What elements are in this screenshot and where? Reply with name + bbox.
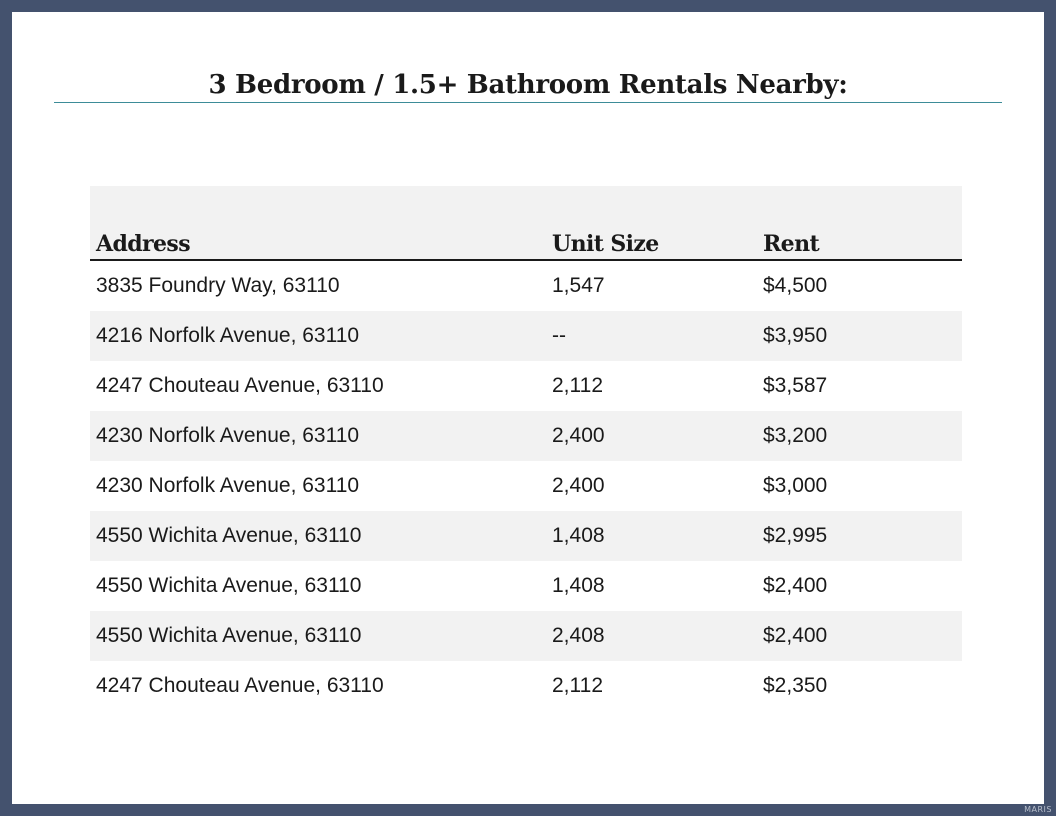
cell-address: 4230 Norfolk Avenue, 63110 [96, 424, 360, 447]
cell-rent: $2,400 [763, 574, 828, 597]
title-underline [54, 102, 1002, 103]
cell-unit-size: 2,112 [552, 674, 603, 697]
cell-rent: $3,000 [763, 474, 828, 497]
cell-rent: $2,400 [763, 624, 828, 647]
table-row [90, 611, 962, 661]
cell-unit-size: 1,547 [552, 274, 605, 297]
cell-unit-size: 1,408 [552, 574, 605, 597]
cell-address: 4216 Norfolk Avenue, 63110 [96, 324, 360, 347]
table-row [90, 461, 962, 511]
table-row [90, 561, 962, 611]
cell-rent: $4,500 [763, 274, 828, 297]
cell-rent: $2,350 [763, 674, 828, 697]
cell-address: 4230 Norfolk Avenue, 63110 [96, 474, 360, 497]
cell-rent: $3,587 [763, 374, 828, 397]
table-row [90, 361, 962, 411]
table-row [90, 411, 962, 461]
header-address: Address [96, 231, 190, 257]
watermark-text: MARIS [1024, 805, 1052, 814]
cell-address: 4550 Wichita Avenue, 63110 [96, 524, 362, 547]
page-title: 3 Bedroom / 1.5+ Bathroom Rentals Nearby: [208, 70, 848, 100]
cell-address: 4550 Wichita Avenue, 63110 [96, 574, 362, 597]
header-unit-size: Unit Size [552, 231, 659, 257]
table-row [90, 511, 962, 561]
table-row [90, 311, 962, 361]
cell-address: 3835 Foundry Way, 63110 [96, 274, 340, 297]
cell-unit-size: 2,400 [552, 424, 605, 447]
cell-address: 4247 Chouteau Avenue, 63110 [96, 674, 384, 697]
cell-unit-size: -- [552, 324, 566, 347]
table-header-row [90, 186, 962, 261]
rentals-table [90, 186, 962, 711]
cell-unit-size: 1,408 [552, 524, 605, 547]
table-row [90, 661, 962, 711]
cell-unit-size: 2,408 [552, 624, 605, 647]
header-rent: Rent [763, 231, 820, 257]
cell-address: 4550 Wichita Avenue, 63110 [96, 624, 362, 647]
cell-address: 4247 Chouteau Avenue, 63110 [96, 374, 384, 397]
document-page [12, 12, 1044, 804]
cell-rent: $3,950 [763, 324, 828, 347]
cell-unit-size: 2,400 [552, 474, 605, 497]
table-row [90, 261, 962, 311]
cell-rent: $3,200 [763, 424, 828, 447]
cell-rent: $2,995 [763, 524, 828, 547]
cell-unit-size: 2,112 [552, 374, 603, 397]
